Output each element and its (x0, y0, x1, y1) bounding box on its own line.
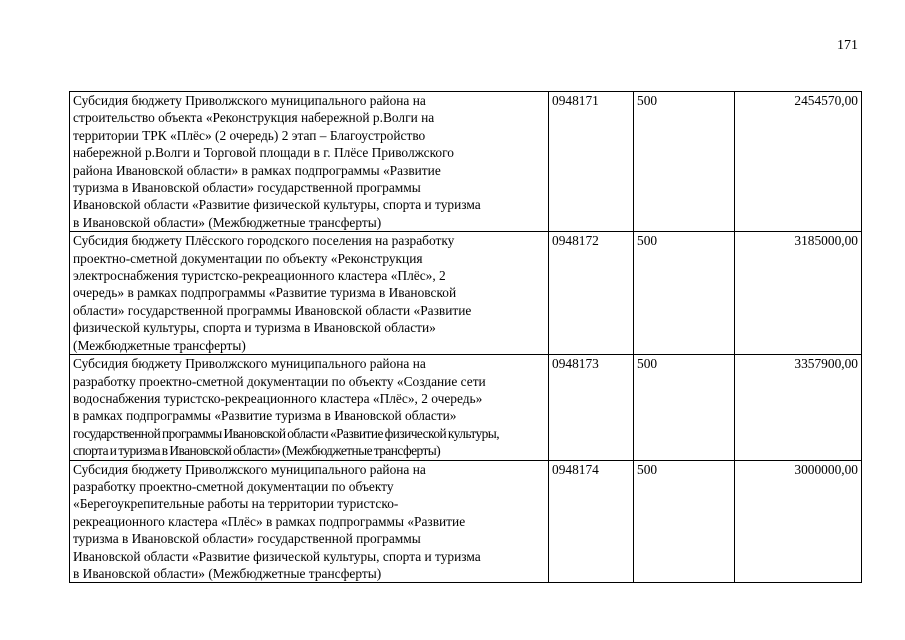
description-line: в Ивановской области» (Межбюджетные трансферты) (73, 214, 382, 230)
description-line: проектно-сметной документации по объекту «Реконструкция (73, 250, 423, 266)
description-line: очередь» в рамках подпрограммы «Развитие туризма в Ивановской (73, 285, 457, 301)
amount: 3000000,00 (735, 460, 862, 583)
target-code: 0948174 (549, 460, 634, 583)
description-line: государственной программы Ивановской области «Развитие физической культуры, (73, 425, 500, 441)
expense-type: 500 (634, 232, 735, 355)
description-line: Ивановской области «Развитие физической культуры, спорта и туризма (73, 548, 481, 564)
target-code: 0948171 (549, 92, 634, 232)
amount: 3357900,00 (735, 355, 862, 460)
description-line: территории ТРК «Плёс» (2 очередь) 2 этап – Благоустройство (73, 127, 426, 143)
description-line: района Ивановской области» в рамках подпрограммы «Развитие (73, 162, 441, 178)
target-code: 0948172 (549, 232, 634, 355)
description-line: разработку проектно-сметной документации по объекту «Создание сети (73, 373, 486, 389)
description-line: рекреационного кластера «Плёс» в рамках подпрограммы «Развитие (73, 513, 466, 529)
description-line: (Межбюджетные трансферты) (73, 337, 246, 353)
description-line: «Берегоукрепительные работы на территории туристско- (73, 496, 399, 512)
description-line: спорта и туризма в Ивановской области» (Межбюджетные трансферты) (73, 443, 441, 459)
description-line: строительство объекта «Реконструкция набережной р.Волги на (73, 110, 435, 126)
target-code: 0948173 (549, 355, 634, 460)
description-line: области» государственной программы Ивановской области «Развитие (73, 302, 472, 318)
amount: 3185000,00 (735, 232, 862, 355)
description-line: Субсидия бюджету Плёсского городского поселения на разработку (73, 233, 455, 249)
description-line: в Ивановской области» (Межбюджетные трансферты) (73, 565, 382, 581)
description-line: Субсидия бюджету Приволжского муниципального района на (73, 356, 426, 372)
row-description (70, 232, 549, 355)
expense-type: 500 (634, 92, 735, 232)
table-row (70, 92, 862, 232)
description-line: разработку проектно-сметной документации по объекту (73, 478, 394, 494)
description-line: Ивановской области «Развитие физической культуры, спорта и туризма (73, 197, 481, 213)
table-row (70, 232, 862, 355)
expense-type: 500 (634, 460, 735, 583)
table-row (70, 460, 862, 583)
budget-table (69, 91, 862, 583)
amount: 2454570,00 (735, 92, 862, 232)
description-line: туризма в Ивановской области» государственной программы (73, 180, 421, 196)
row-description (70, 92, 549, 232)
description-line: Субсидия бюджету Приволжского муниципального района на (73, 93, 426, 108)
row-description (70, 460, 549, 583)
description-line: водоснабжения туристско-рекреационного кластера «Плёс», 2 очередь» (73, 390, 483, 406)
description-line: физической культуры, спорта и туризма в Ивановской области» (73, 320, 436, 336)
row-description (70, 355, 549, 460)
expense-type: 500 (634, 355, 735, 460)
description-line: электроснабжения туристско-рекреационного кластера «Плёс», 2 (73, 268, 446, 284)
description-line: туризма в Ивановской области» государственной программы (73, 531, 421, 547)
page-number: 171 (837, 38, 858, 53)
description-line: в рамках подпрограммы «Развитие туризма в Ивановской области» (73, 408, 457, 424)
table-row (70, 355, 862, 460)
description-line: Субсидия бюджету Приволжского муниципального района на (73, 461, 426, 477)
description-line: набережной р.Волги и Торговой площади в г. Плёсе Приволжского (73, 145, 454, 161)
